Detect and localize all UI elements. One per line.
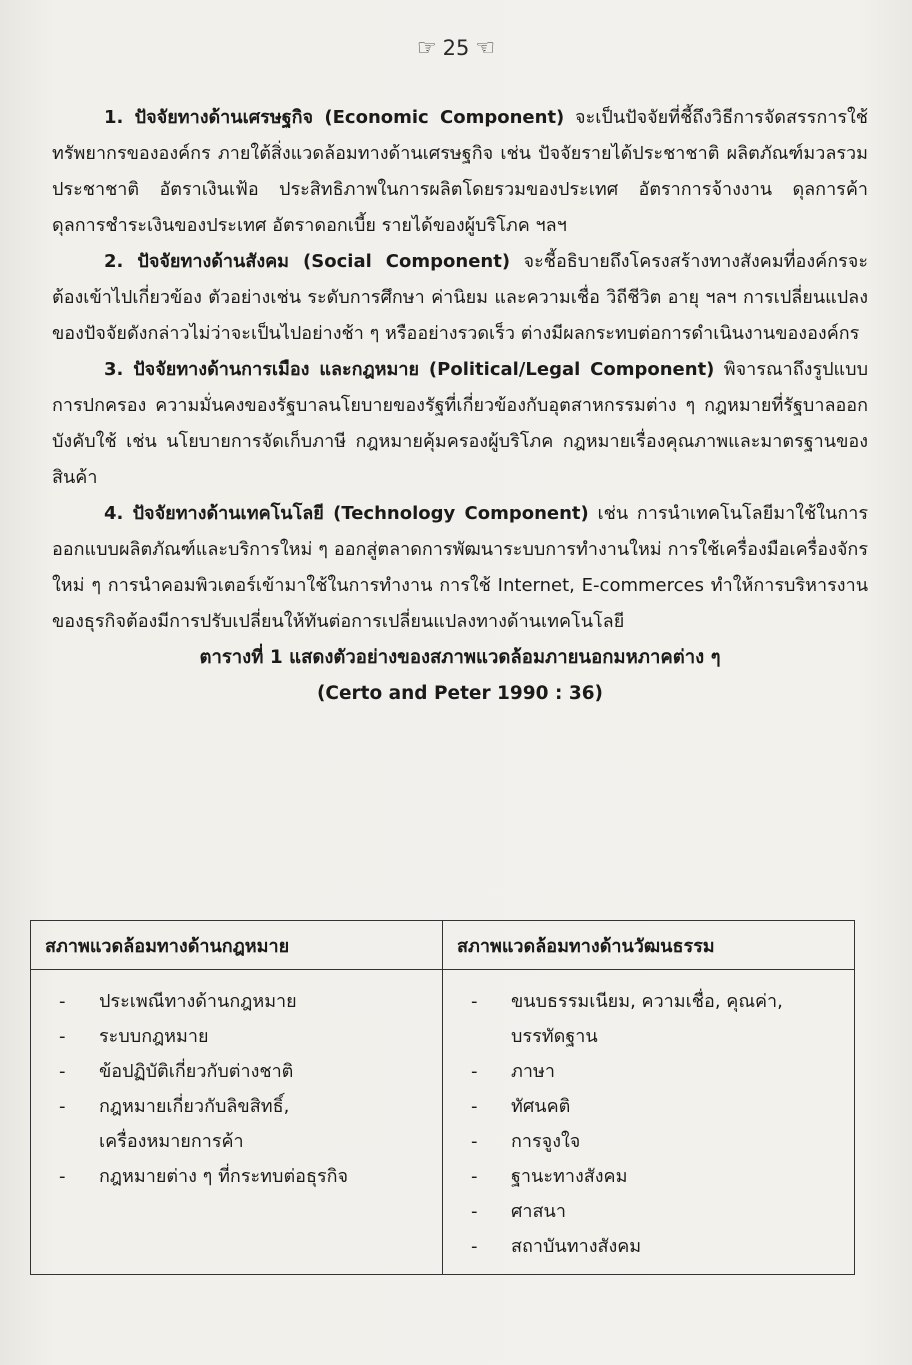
cultural-list [471, 984, 840, 1264]
heading-social: 2. ปัจจัยทางด้านสังคม (Social Component) [104, 251, 511, 272]
table-caption-source: (Certo and Peter 1990 : 36) [316, 683, 604, 704]
list-item: - ระบบกฎหมาย [59, 1019, 428, 1054]
heading-economic: 1. ปัจจัยทางด้านเศรษฐกิจ (Economic Component) [104, 107, 565, 128]
list-item: - ภาษา [471, 1054, 840, 1089]
paragraph-social [52, 244, 868, 352]
list-item: - กฎหมายต่าง ๆ ที่กระทบต่อธุรกิจ [59, 1159, 428, 1194]
list-item: - ขนบธรรมเนียม, ความเชื่อ, คุณค่า, บรรทัดฐาน [471, 984, 840, 1054]
hand-left-icon: ☞ [416, 36, 437, 61]
paragraph-technology [52, 496, 868, 640]
list-item: - สถาบันทางสังคม [471, 1229, 840, 1264]
text-political: พิจารณาถึงรูปแบบการปกครอง ความมั่นคงของรัฐบาลนโยบายของรัฐที่เกี่ยวข้องกับอุตสาหกรรมต่าง ๆ กฎหมายที่รัฐบาลออกบังคับใช้ เช่น นโยบายการจัดเก็บภาษี กฎหมายคุ้มครองผู้บริโภค กฎหมายเรื่องคุณภาพและมาตรฐานของสินค้า [52, 359, 868, 488]
list-item: - ทัศนคติ [471, 1089, 840, 1124]
list-item: - ข้อปฏิบัติเกี่ยวกับต่างชาติ [59, 1054, 428, 1089]
legal-cell [31, 970, 443, 1275]
heading-political: 3. ปัจจัยทางด้านการเมือง และกฎหมาย (Political/Legal Component) [104, 359, 715, 380]
header-cultural: สภาพแวดล้อมทางด้านวัฒนธรรม [443, 921, 855, 970]
cultural-cell [443, 970, 855, 1275]
list-item: - ศาสนา [471, 1194, 840, 1229]
hand-right-icon: ☜ [475, 36, 496, 61]
heading-technology: 4. ปัจจัยทางด้านเทคโนโลยี (Technology Component) [104, 503, 589, 524]
paragraph-political [52, 352, 868, 496]
text-economic: จะเป็นปัจจัยที่ชี้ถึงวิธีการจัดสรรการใช้ทรัพยากรขององค์กร ภายใต้สิ่งแวดล้อมทางด้านเศรษฐกิจ เช่น ปัจจัยรายได้ประชาชาติ ผลิตภัณฑ์มวลรวมประชาชาติ อัตราเงินเฟ้อ ประสิทธิภาพในการผลิตโดยรวมของประเทศ อัตราการจ้างงาน ดุลการค้า ดุลการชำระเงินของประเทศ อัตราดอกเบี้ย รายได้ของผู้บริโภค ฯลฯ [52, 107, 868, 236]
paragraph-economic [52, 100, 868, 244]
list-item: - ประเพณีทางด้านกฎหมาย [59, 984, 428, 1019]
text-social: จะชี้อธิบายถึงโครงสร้างทางสังคมที่องค์กรจะต้องเข้าไปเกี่ยวข้อง ตัวอย่างเช่น ระดับการศึกษา ค่านิยม และความเชื่อ วิถีชีวิต อายุ ฯลฯ การเปลี่ยนแปลงของปัจจัยดังกล่าวไม่ว่าจะเป็นไปอย่างช้า ๆ หรืออย่างรวดเร็ว ต่างมีผลกระทบต่อการดำเนินงานขององค์กร [52, 251, 868, 344]
page-number-value: 25 [442, 36, 470, 60]
table-caption-title: ตารางที่ 1 แสดงตัวอย่างของสภาพแวดล้อมภายนอกมหภาคต่าง ๆ [199, 647, 721, 668]
legal-list [59, 984, 428, 1194]
table-row [31, 970, 855, 1275]
environment-table [30, 920, 855, 1275]
text-technology: เช่น การนำเทคโนโลยีมาใช้ในการออกแบบผลิตภัณฑ์และบริการใหม่ ๆ ออกสู่ตลาดการพัฒนาระบบการทำงานใหม่ การใช้เครื่องมือเครื่องจักรใหม่ ๆ การนำคอมพิวเตอร์เข้ามาใช้ในการทำงาน การใช้ Internet, E-commerces ทำให้การบริหารงานของธุรกิจต้องมีการปรับเปลี่ยนให้ทันต่อการเปลี่ยนแปลงทางด้านเทคโนโลยี [52, 503, 868, 632]
header-legal: สภาพแวดล้อมทางด้านกฎหมาย [31, 921, 443, 970]
list-item: - การจูงใจ [471, 1124, 840, 1159]
body-text [52, 100, 868, 712]
table-header-row [31, 921, 855, 970]
table-caption [52, 640, 868, 712]
list-item: - กฎหมายเกี่ยวกับลิขสิทธิ์, เครื่องหมายการค้า [59, 1089, 428, 1159]
page-number [0, 36, 912, 61]
list-item: - ฐานะทางสังคม [471, 1159, 840, 1194]
